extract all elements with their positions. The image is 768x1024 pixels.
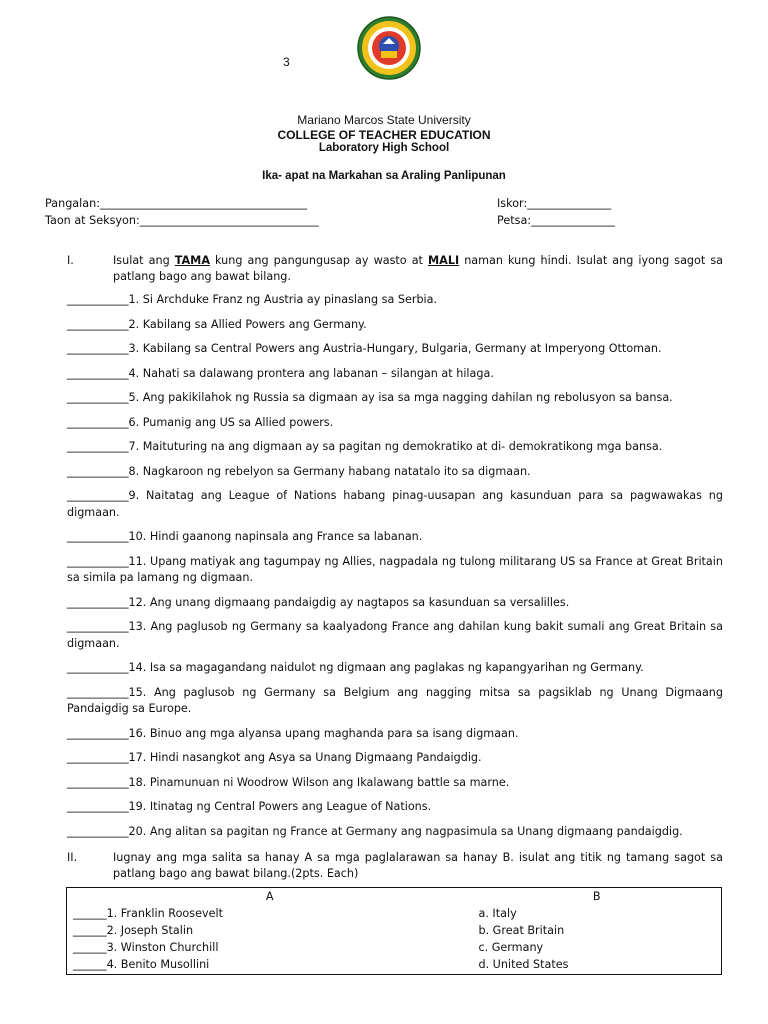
question-item: ___________16. Binuo ang mga alyansa upang maghanda para sa isang digmaan. [67, 726, 519, 740]
column-b-cell: c. Germany [478, 941, 544, 954]
mali-keyword: MALI [428, 254, 460, 267]
column-a-cell: ______2. Joseph Stalin [73, 924, 194, 937]
question-item: ___________18. Pinamunuan ni Woodrow Wilson ang Ikalawang battle sa marne. [67, 775, 510, 789]
column-b-cell: a. Italy [478, 907, 517, 920]
instr-text: Isulat ang [113, 254, 175, 267]
matching-table-box [66, 887, 722, 975]
table-row [67, 956, 721, 973]
question-item: ___________9. Naitatag ang League of Nations habang pinag-uusapan ang kasunduan para sa pagwawakas ng digmaan. [67, 489, 723, 519]
name-field[interactable]: Pangalan:_____________________________________ [45, 197, 307, 210]
question-item: ___________6. Pumanig ang US sa Allied powers. [67, 415, 334, 429]
university-seal-logo [357, 16, 421, 80]
question-item: ___________17. Hindi nasangkot ang Asya sa Unang Digmaang Pandaigdig. [67, 751, 482, 764]
question-item: ___________2. Kabilang sa Allied Powers ang Germany. [67, 317, 367, 331]
college-name: COLLEGE OF TEACHER EDUCATION [277, 128, 491, 142]
question-item: ___________10. Hindi gaanong napinsala ang France sa labanan. [67, 530, 423, 543]
question-item: ___________11. Upang matiyak ang tagumpay ng Allies, nagpadala ng tulong militarang US sa France at Great Britain sa simila pa lamang ng digmaan. [67, 554, 723, 584]
question-item: ___________15. Ang paglusob ng Germany sa Belgium ang nagging mitsa sa pagsiklab ng Unang Digmaang Pandaigdig sa Europe. [67, 685, 723, 715]
question-item: ___________1. Si Archduke Franz ng Austria ay pinaslang sa Serbia. [67, 293, 438, 306]
tama-keyword: TAMA [174, 254, 210, 267]
question-item: ___________7. Maituturing na ang digmaan ay sa pagitan ng demokratiko at di- demokratikong mga bansa. [67, 440, 663, 453]
question-item: ___________14. Isa sa magagandang naidulot ng digmaan ang paglakas ng kapangyarihan ng Germany. [67, 661, 644, 674]
true-false-items [67, 292, 723, 848]
table-row [67, 922, 721, 939]
table-row [67, 939, 721, 956]
score-field[interactable]: Iskor:_______________ [497, 197, 612, 210]
date-field[interactable]: Petsa:_______________ [497, 214, 615, 227]
instr-text: naman kung hindi. Isulat ang iyong sagot sa patlang bago ang bawat bilang. [113, 254, 724, 283]
column-a-header: A [265, 890, 274, 903]
question-item: ___________3. Kabilang sa Central Powers ang Austria-Hungary, Bulgaria, Germany at Imperyong Ottoman. [67, 342, 662, 355]
university-name: Mariano Marcos State University [297, 113, 471, 127]
part1-numeral: I. [67, 254, 74, 267]
page-number: 3 [283, 55, 290, 69]
question-item: ___________5. Ang pakikilahok ng Russia sa digmaan ay isa sa mga nagging dahilan ng rebolusyon sa bansa. [67, 391, 673, 404]
exam-title: Ika- apat na Markahan sa Araling Panlipunan [262, 170, 506, 182]
table-row [67, 905, 721, 922]
section-field[interactable]: Taon at Seksyon:________________________________ [45, 214, 319, 227]
matching-table [67, 888, 721, 973]
instr-text: kung ang pangungusap ay wasto at [209, 254, 429, 267]
part2-numeral: II. [67, 851, 78, 864]
school-name: Laboratory High School [318, 142, 450, 154]
column-b-cell: b. Great Britain [478, 924, 565, 937]
column-b-header: B [592, 890, 601, 903]
column-a-cell: ______3. Winston Churchill [73, 941, 219, 954]
column-b-cell: d. United States [478, 958, 569, 971]
column-a-cell: ______1. Franklin Roosevelt [73, 907, 223, 920]
part2-instructions: Iugnay ang mga salita sa hanay A sa mga paglalarawan sa hanay B. isulat ang titik ng tamang sagot sa patlang bago ang bawat bilang.(2pts. Each) [113, 851, 723, 880]
column-a-cell: ______4. Benito Musollini [73, 958, 210, 971]
part1-instructions [113, 253, 723, 285]
question-item: ___________19. Itinatag ng Central Powers ang League of Nations. [67, 800, 432, 813]
question-item: ___________8. Nagkaroon ng rebelyon sa Germany habang natatalo ito sa digmaan. [67, 464, 531, 478]
question-item: ___________4. Nahati sa dalawang prontera ang labanan – silangan at hilaga. [67, 366, 494, 380]
question-item: ___________13. Ang paglusob ng Germany sa kaalyadong France ang dahilan kung bakit sumali ang Great Britain sa digmaan. [67, 620, 723, 650]
question-item: ___________12. Ang unang digmaang pandaigdig ay nagtapos sa kasunduan sa versalilles. [67, 595, 570, 609]
question-item: ___________20. Ang alitan sa pagitan ng France at Germany ang nagpasimula sa Unang digmaang pandaigdig. [67, 824, 683, 838]
